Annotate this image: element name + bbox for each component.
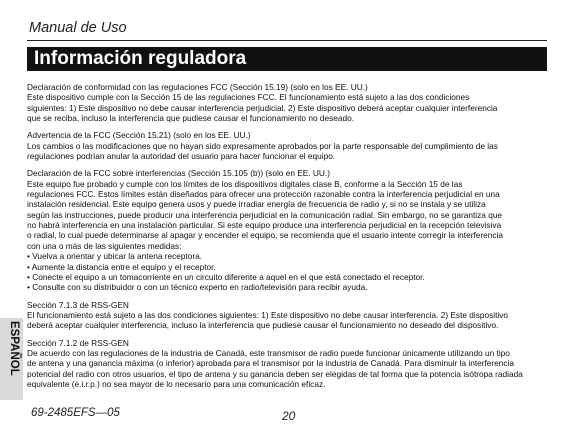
text-line: Este dispositivo cumple con la Sección 15 de las regulaciones FCC. El funcionamiento está sujeto a las dos condiciones: [27, 92, 470, 103]
text-line: Advertencia de la FCC (Sección 15.21) (solo en los EE. UU.): [27, 130, 251, 141]
language-side-tab: [0, 318, 23, 400]
list-item: • Aumente la distancia entre el equipo y el receptor.: [27, 261, 216, 272]
language-label: ESPAÑOL: [8, 321, 20, 376]
document-body: [27, 82, 549, 396]
text-line: con una o más de las siguientes medidas:: [27, 240, 182, 251]
text-line: regulaciones FCC. Estos límites están diseñados para ofrecer una protección razonable contra la interferencia perjudicial en una: [27, 189, 500, 200]
text-line: que se reciba, incluso la interferencia que pudiese causar el funcionamiento no deseado.: [27, 113, 355, 124]
text-line: potencial del radio con otros usuarios, el tipo de antena y su ganancia deben ser elegidas de tal forma que la potencia isótropa radiada: [27, 368, 523, 379]
footer-doc-code: 69-2485EFS—05: [31, 407, 120, 419]
text-line: deberá aceptar cualquier interferencia, incluso la interferencia que pudiese causar el funcionamiento no deseado del dispositivo.: [27, 320, 499, 331]
section-heading: Información reguladora: [34, 48, 247, 69]
paragraph-rss-gen-713: [27, 300, 549, 331]
text-line: o radial, lo cual puede determinarse al apagar y encender el equipo, se recomienda que el usuario intente corregir la interferencia: [27, 230, 503, 241]
paragraph-fcc-conformity: [27, 82, 549, 123]
text-line: Declaración de conformidad con las regulaciones FCC (Sección 15.19) (solo en los EE. UU.): [27, 82, 368, 92]
list-item: • Vuelva a orientar y ubicar la antena receptora.: [27, 251, 203, 262]
text-line: De acuerdo con las regulaciones de la industria de Canadá, este transmisor de radio puede funcionar únicamente utilizando un tipo: [27, 347, 510, 358]
text-line: Sección 7.1.3 de RSS-GEN: [27, 299, 129, 310]
text-line: instalación residencial. Este equipo genera usos y puede irradiar energía de frecuencia de radio y, si no se instala y se utiliza: [27, 199, 486, 210]
text-line: de antena y una ganancia máxima (o inferior) aprobada para el transmisor por la industria de Canadá. Para disminuir la interferencia: [27, 358, 515, 369]
text-line: Los cambios o las modificaciones que no hayan sido expresamente aprobados por la parte responsable del cumplimiento de las: [27, 140, 498, 151]
text-line: siguientes: 1) Este dispositivo no debe causar interferencia perjudicial. 2) Este dispositivo deberá aceptar cualquier interferencia: [27, 102, 498, 113]
text-line: Sección 7.1.2 de RSS-GEN: [27, 337, 129, 348]
text-line: no habrá interferencia en una instalación particular. Si este equipo produce una interferencia perjudicial en la recepción televisiva: [27, 220, 502, 231]
paragraph-rss-gen-712: [27, 338, 549, 390]
paragraph-fcc-warning: [27, 130, 549, 161]
section-banner: [27, 47, 547, 71]
text-line: Declaración de la FCC sobre interferencias (Sección 15.105 (b)) (solo en EE. UU.): [27, 168, 330, 179]
measures-list: [27, 251, 549, 292]
list-item: • Conecte el equipo a un tomacorriente en un circuito diferente a aquel en el que está conectado el receptor.: [27, 271, 425, 282]
footer-page-number: 20: [282, 409, 296, 423]
paragraph-fcc-interference: [27, 168, 549, 292]
list-item: • Consulte con su distribuidor o con un técnico experto en radio/televisión para recibir ayuda.: [27, 282, 368, 293]
header-rule: [27, 40, 547, 41]
text-line: Este equipo fue probado y cumple con los límites de los dispositivos digitales clase B, conforme a la Sección 15 de las: [27, 178, 463, 189]
page-header-title: Manual de Uso: [29, 20, 127, 36]
text-line: según las instrucciones, puede producir una interferencia perjudicial en la comunicación radial. Sin embargo, no se garantiza que: [27, 209, 503, 220]
text-line: regulaciones podrían anular la autoridad del usuario para hacer funcionar el equipo.: [27, 151, 336, 162]
text-line: El funcionamiento está sujeto a las dos condiciones siguientes: 1) Este dispositivo no debe causar interferencia. 2) Este dispositivo: [27, 309, 509, 320]
text-line: equivalente (e.i.r.p.) no sea mayor de lo necesario para una comunicación eficaz.: [27, 378, 326, 389]
